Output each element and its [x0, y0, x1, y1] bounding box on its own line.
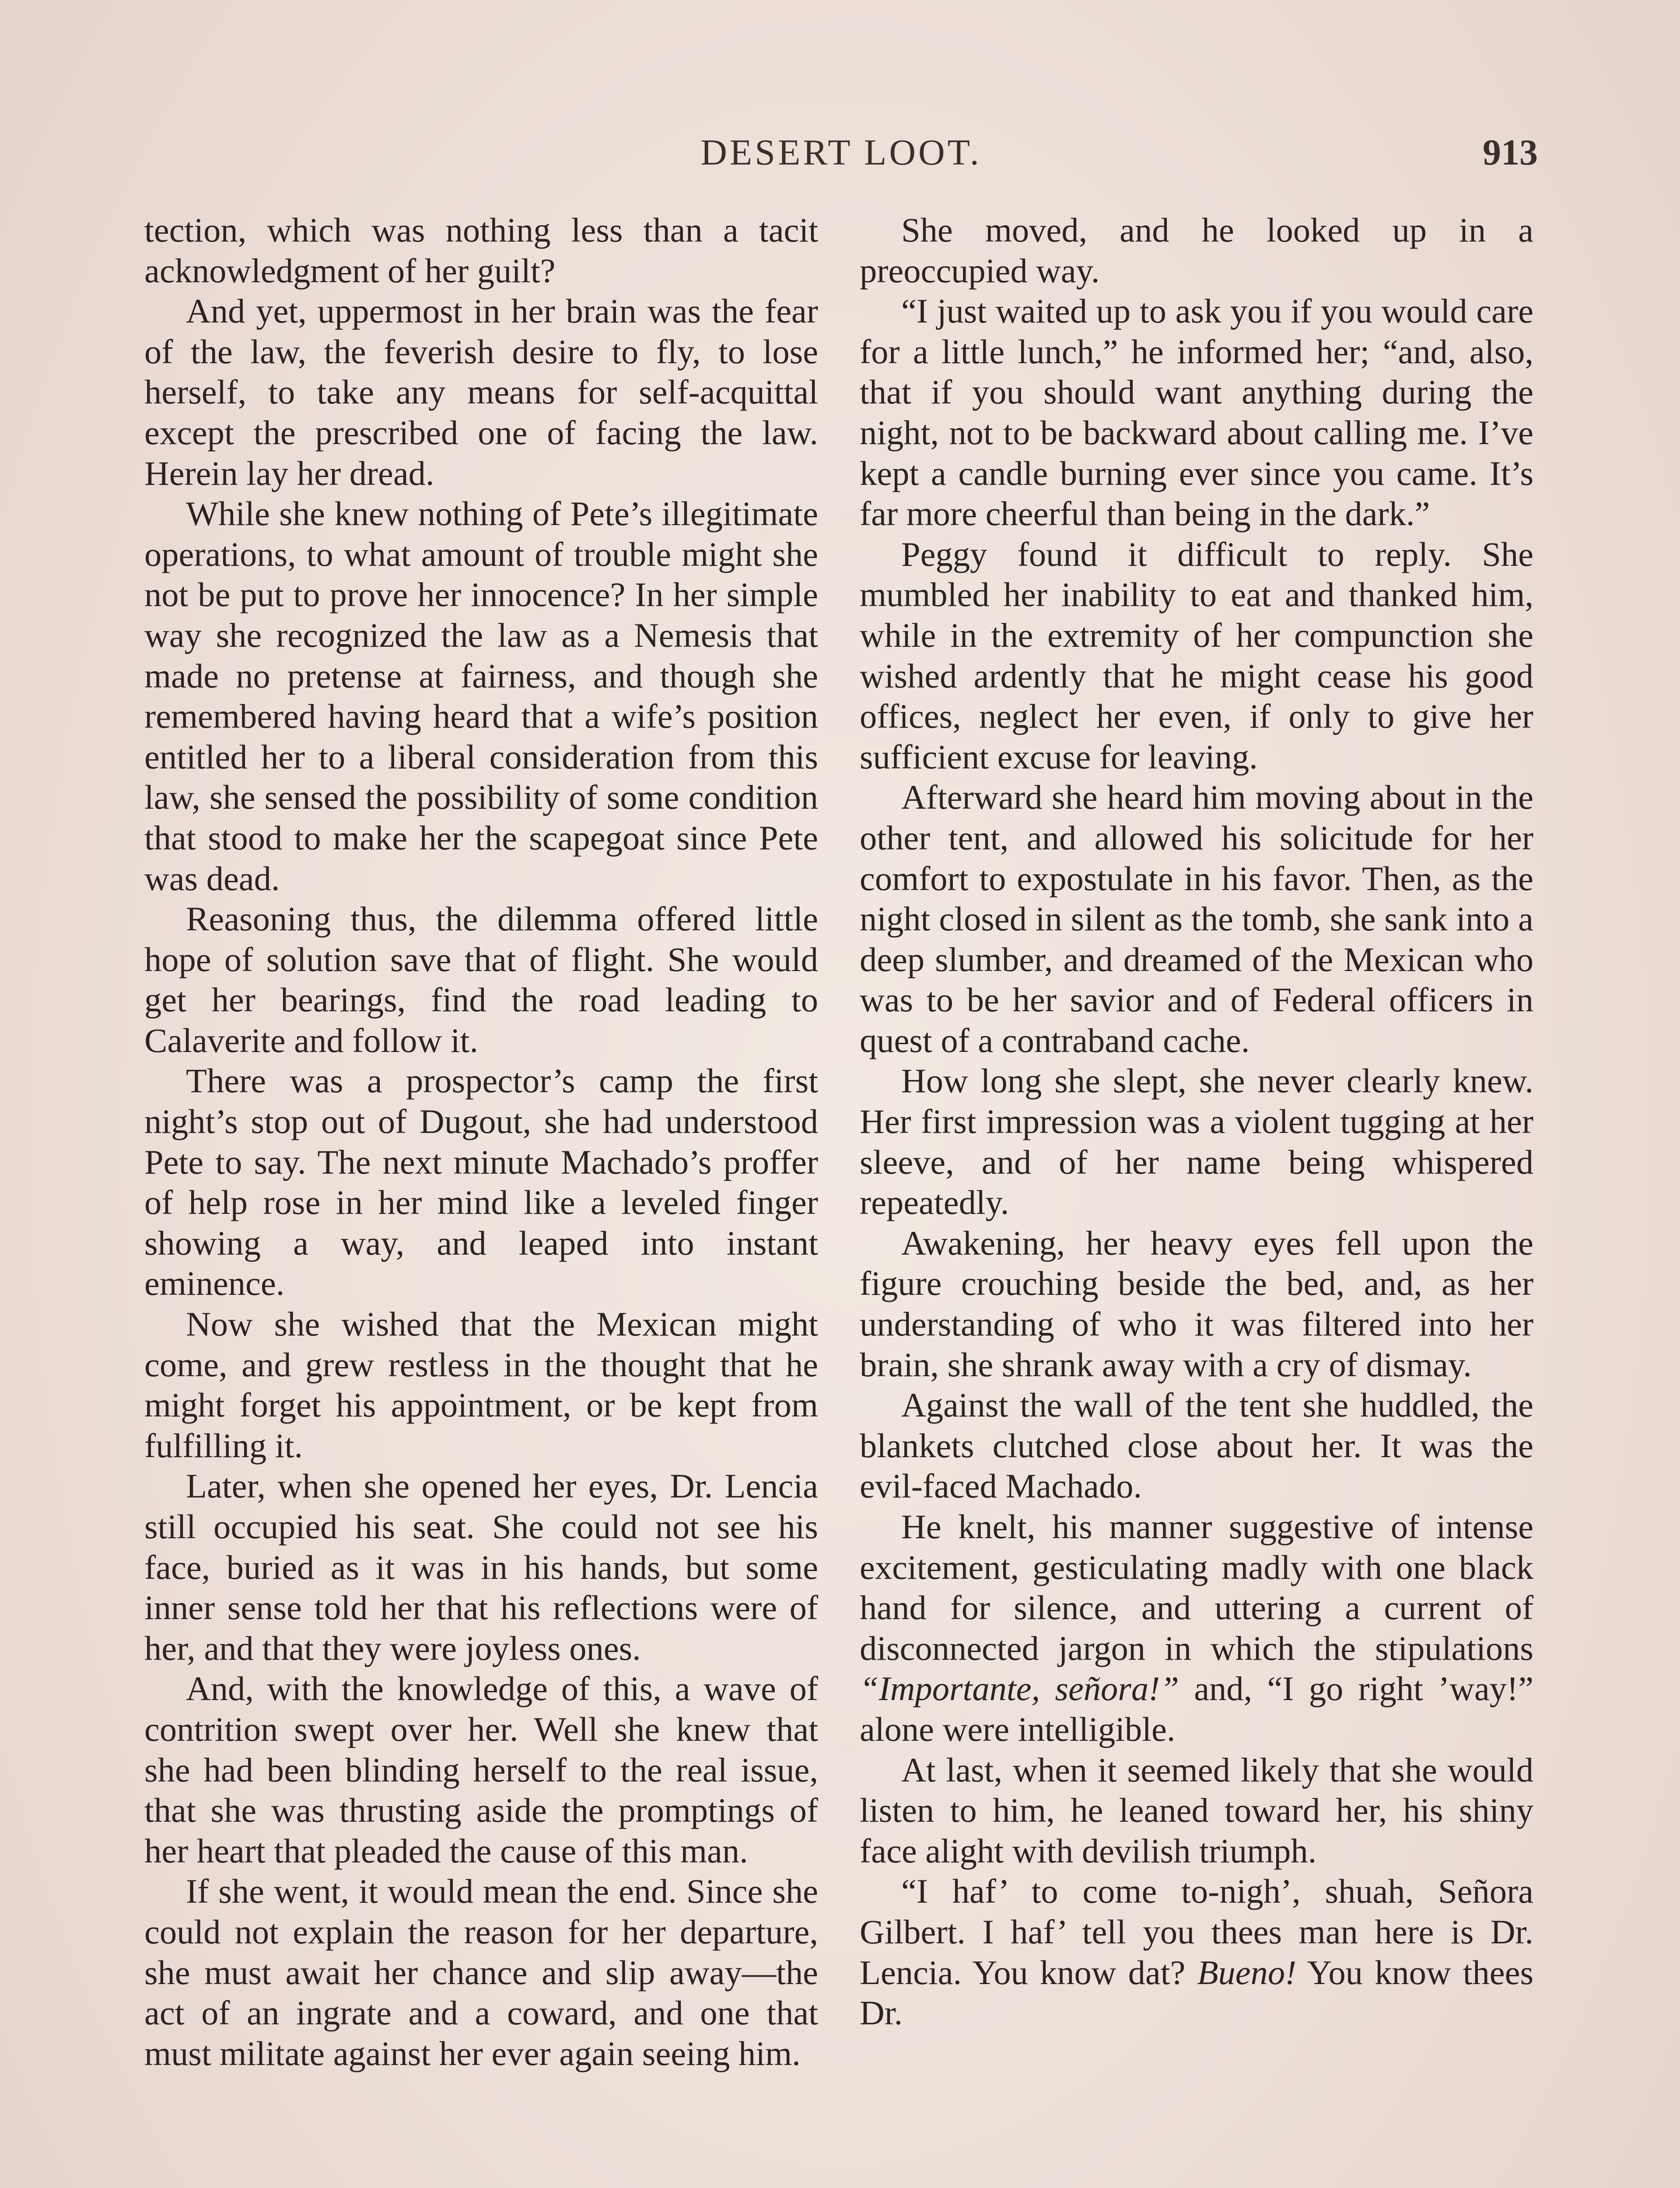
italic-phrase: Bueno!	[1197, 1953, 1297, 1992]
paragraph: If she went, it would mean the end. Since she could not explain the reason for her departure, she must await her chance and slip away—the act of an ingrate and a coward, and one that must militate against her ever again seeing him.	[144, 1872, 818, 2072]
paragraph: tection, which was nothing less than a tacit acknowledgment of her guilt?	[144, 211, 818, 290]
paragraph: Against the wall of the tent she huddled, the blankets clutched close about her. It was the evil-faced Machado.	[860, 1386, 1533, 1505]
paragraph: She moved, and he looked up in a preoccupied way.	[860, 211, 1533, 290]
paragraph	[860, 1507, 1533, 1750]
paragraph-text: and, “I go right ’way!” alone were intelligible.	[860, 1669, 1533, 1748]
paragraph: And, with the knowledge of this, a wave of contrition swept over her. Well she knew that she had been blinding herself to the real issue, that she was thrusting aside the promptings of her heart that pleaded the cause of this man.	[144, 1669, 818, 1870]
running-title: DESERT LOOT.	[700, 132, 982, 173]
italic-phrase: “Importante, señora!”	[860, 1669, 1179, 1708]
paragraph: Reasoning thus, the dilemma offered little hope of solution save that of flight. She would get her bearings, find the road leading to Calaverite and follow it.	[144, 900, 818, 1059]
paragraph: Later, when she opened her eyes, Dr. Lencia still occupied his seat. She could not see his face, buried as it was in his hands, but some inner sense told her that his reflections were of her, and that they were joyless ones.	[144, 1467, 818, 1667]
paragraph: Now she wished that the Mexican might come, and grew restless in the thought that he might forget his appointment, or be kept from fulfilling it.	[144, 1305, 818, 1465]
page-header	[144, 131, 1538, 184]
paragraph: Afterward she heard him moving about in the other tent, and allowed his solicitude for her comfort to expostulate in his favor. Then, as the night closed in silent as the tomb, she sank into a deep slumber, and dreamed of the Mexican who was to be her savior and of Federal officers in quest of a contraband cache.	[860, 778, 1533, 1059]
left-column	[144, 210, 818, 2188]
paragraph	[860, 1871, 1533, 2033]
paragraph-text: He knelt, his manner suggestive of intense excitement, gesticulating madly with one black hand for silence, and uttering a current of disconnected jargon in which the stipulations	[860, 1508, 1533, 1667]
paragraph: Awakening, her heavy eyes fell upon the figure crouching beside the bed, and, as her understanding of who it was filtered into her brain, she shrank away with a cry of dismay.	[860, 1224, 1533, 1384]
paragraph-text: You know thees Dr.	[860, 1953, 1533, 2032]
page-number: 913	[1483, 132, 1538, 173]
paragraph: “I just waited up to ask you if you would care for a little lunch,” he informed her; “and, also, that if you should want anything during the night, not to be backward about calling me. I’ve kept a candle burning ever since you came. It’s far more cheerful than being in the dark.”	[860, 292, 1533, 533]
paragraph: There was a prospector’s camp the first night’s stop out of Dugout, she had understood Pete to say. The next minute Machado’s proffer of help rose in her mind like a leveled finger showing a way, and leaped into instant eminence.	[144, 1062, 818, 1303]
paragraph: While she knew nothing of Pete’s illegitimate operations, to what amount of trouble might she not be put to prove her innocence? In her simple way she recognized the law as a Nemesis that made no pretense at fairness, and though she remembered having heard that a wife’s position entitled her to a liberal consideration from this law, she sensed the possibility of some condition that stood to make her the scapegoat since Pete was dead.	[144, 494, 818, 898]
paragraph: And yet, uppermost in her brain was the fear of the law, the feverish desire to fly, to lose herself, to take any means for self-acquittal except the prescribed one of facing the law. Herein lay her dread.	[144, 292, 818, 492]
paragraph: At last, when it seemed likely that she would listen to him, he leaned toward her, his shiny face alight with devilish triumph.	[860, 1750, 1533, 1870]
paragraph: Peggy found it difficult to reply. She mumbled her inability to eat and thanked him, while in the extremity of her compunction she wished ardently that he might cease his good offices, neglect her even, if only to give her sufficient excuse for leaving.	[860, 535, 1533, 776]
right-column	[860, 210, 1533, 2188]
paragraph-text: “I haf’ to come to-nigh’, shuah, Señora Gilbert. I haf’ tell you thees man here is Dr. Lencia. You know dat?	[860, 1872, 1533, 1992]
paragraph: How long she slept, she never clearly knew. Her first impression was a violent tugging at her sleeve, and of her name being whispered repeatedly.	[860, 1062, 1533, 1222]
